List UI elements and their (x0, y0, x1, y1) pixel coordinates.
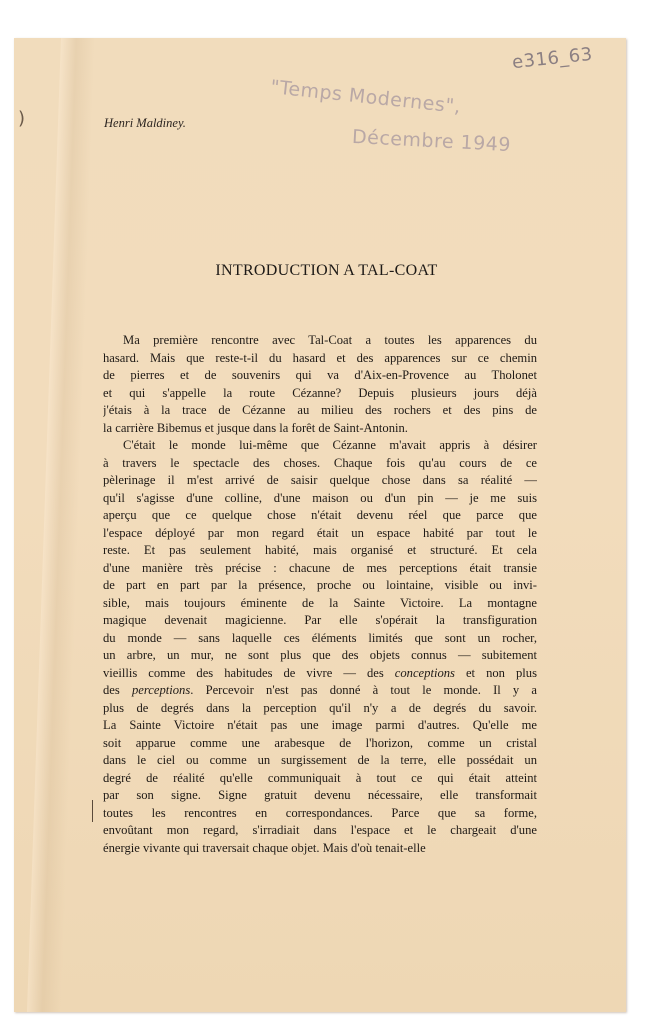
body-line: à travers le spectacle des choses. Chaque fois qu'au cours de ce (103, 455, 537, 470)
article-title: INTRODUCTION A TAL-COAT (215, 262, 438, 279)
body-line: reste. Et pas seulement habité, mais organisé et structuré. Et cela (103, 543, 537, 557)
body-line: magique devenait magicienne. Par elle s'opérait la transfiguration (103, 613, 537, 627)
body-line (103, 682, 537, 700)
body-line: toutes les rencontres en correspondances. Parce que sa forme, (103, 805, 537, 820)
paper-fold (27, 38, 95, 1012)
body-line: C'était le monde lui-même que Cézanne m'avait appris à désirer (123, 438, 537, 452)
body-line: et qui s'appelle la route Cézanne? Depuis plusieurs jours déjà (103, 385, 537, 400)
body-line: aperçu que ce quelque chose n'était devenu réel que parce que (103, 508, 537, 522)
body-text-segment: et non plus (454, 665, 537, 680)
body-line: de pierres et de souvenirs qui va d'Aix-en-Provence au Tholonet (103, 368, 537, 382)
author-name: Henri Maldiney. (104, 116, 186, 130)
body-line: envoûtant mon regard, s'irradiait dans l'espace et le chargeait d'une (103, 823, 537, 837)
body-line: d'une manière très précise : chacune de mes perceptions était transie (103, 560, 537, 575)
body-line (103, 665, 537, 683)
body-line: qu'il s'agisse d'une colline, d'une maison ou d'un pin — je me suis (103, 490, 537, 505)
body-line: l'espace déployé par mon regard était un espace habité par tout le (103, 525, 537, 540)
body-line: pèlerinage il m'est arrivé de saisir quelque chose dans sa réalité — (103, 473, 537, 487)
margin-pencil-tick (92, 800, 93, 822)
body-line: sible, mais toujours éminente de la Sainte Victoire. La montagne (103, 595, 537, 610)
body-line: de part en part par la présence, proche ou lointaine, visible ou invi- (103, 578, 537, 592)
body-line: degré de réalité qu'elle communiquait à tout ce qui était atteint (103, 770, 537, 785)
body-line: dans le ciel ou comme un surgissement de la terre, elle possédait un (103, 753, 537, 767)
body-line: La Sainte Victoire n'était pas une image parmi d'autres. Qu'elle me (103, 718, 537, 732)
body-line: hasard. Mais que reste-t-il du hasard et des apparences sur ce chemin (103, 350, 537, 365)
body-line: énergie vivante qui traversait chaque objet. Mais d'où tenait-elle (103, 840, 426, 855)
body-line: j'étais à la trace de Cézanne au milieu des rochers et des pins de (103, 403, 537, 417)
body-line: plus de degrés dans la perception qu'il n'y a de degrés du savoir. (103, 700, 537, 715)
margin-pencil-mark: ) (18, 108, 26, 129)
emphasis-conceptions: conceptions (394, 665, 455, 680)
body-line: du monde — sans laquelle ces éléments limités que sont un rocher, (103, 630, 537, 645)
body-line: un arbre, un mur, ne sont plus que des objets connus — subitement (103, 648, 537, 662)
article-body (103, 332, 537, 857)
body-line: la carrière Bibemus et jusque dans la forêt de Saint-Antonin. (103, 420, 408, 435)
body-line: soit apparue comme une arabesque de l'horizon, comme un cristal (103, 735, 537, 750)
body-line: par son signe. Signe gratuit devenu nécessaire, elle transformait (103, 788, 537, 802)
body-line: Ma première rencontre avec Tal-Coat a toutes les apparences du (123, 333, 537, 347)
handwritten-note-date: Décembre 1949 (351, 125, 512, 157)
handwritten-note-source: "Temps Modernes", (269, 76, 463, 118)
emphasis-perceptions: perceptions (131, 683, 191, 697)
body-text-segment: des (103, 683, 132, 697)
body-text-segment: vieillis comme des habitudes de vivre — des (103, 665, 395, 680)
accession-number: e316_63 (511, 43, 594, 74)
body-text-segment: . Percevoir n'est pas donné à tout le monde. Il y a (190, 683, 537, 697)
